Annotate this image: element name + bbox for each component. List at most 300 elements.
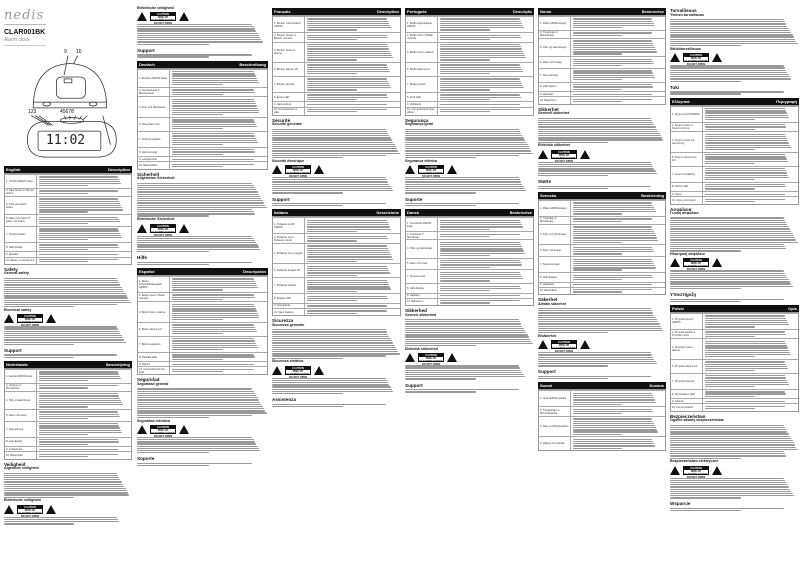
- warning-triangle-icon: [46, 505, 56, 514]
- text-line: [670, 433, 789, 434]
- text-line: [573, 207, 654, 208]
- text-line: [440, 51, 523, 52]
- table-row: [671, 389, 798, 399]
- row-description: [305, 43, 400, 62]
- text-line: [137, 388, 252, 389]
- text-line: [538, 317, 656, 318]
- table-header: [538, 8, 666, 15]
- text-line: [440, 250, 524, 251]
- text-line: [440, 248, 523, 249]
- text-line: [172, 329, 255, 330]
- text-line: [670, 72, 787, 73]
- row-description: [305, 93, 400, 102]
- text-line: [573, 32, 653, 33]
- warning-triangle-icon: [272, 366, 282, 375]
- row-description: [170, 162, 267, 168]
- text-line: [440, 242, 520, 243]
- text-line: [137, 211, 254, 212]
- text-line: [538, 328, 662, 329]
- text-line: [440, 99, 490, 100]
- table-header: [137, 268, 268, 275]
- text-line: [137, 191, 258, 192]
- table-row: [273, 263, 400, 277]
- text-line: [405, 192, 476, 193]
- row-label: 9. Højttaler: [406, 294, 438, 298]
- text-line: [172, 289, 223, 290]
- row-label: 9. Luidspreker: [5, 447, 37, 451]
- text-line: [39, 235, 121, 236]
- text-line: [705, 396, 755, 397]
- text-line: [573, 23, 654, 24]
- caution-title: CAUTION: [419, 354, 443, 357]
- text-line: [705, 188, 755, 189]
- section-heading: Bezpieczeństwo: [670, 413, 706, 419]
- text-line: [137, 213, 255, 214]
- table-row: [5, 383, 131, 391]
- text-line: [307, 67, 388, 68]
- row-label: 8. Pantalla LED: [138, 353, 170, 362]
- section-heading: Sécurité: [272, 117, 291, 123]
- text-line: [440, 48, 522, 49]
- text-line: [405, 319, 519, 320]
- row-label: 1. Pulsante on/off AM/FM: [273, 218, 305, 233]
- section-heading: Støtte: [538, 179, 552, 185]
- text-line: [705, 119, 755, 120]
- text-line: [573, 84, 653, 85]
- text-line: [137, 242, 256, 243]
- text-line: [573, 75, 654, 76]
- paragraph: [137, 435, 268, 454]
- text-line: [573, 72, 654, 73]
- warning-triangle-icon: [4, 505, 14, 514]
- text-line: [573, 205, 654, 206]
- row-label: 10. Batteriefach: [138, 162, 170, 168]
- row-description: [438, 77, 533, 92]
- text-line: [705, 163, 755, 164]
- caution-box: [150, 425, 176, 434]
- row-label: 1. Przycisk wł./wył. AM/FM: [671, 314, 703, 329]
- row-label: 5. Κουμπί αφύπνισης 1/2: [671, 153, 703, 166]
- text-line: [137, 393, 255, 394]
- text-line: [4, 304, 117, 305]
- row-label: 9. Altavoz: [138, 362, 170, 366]
- row-description: [571, 417, 666, 436]
- subsection-heading: Generel sikkerhed: [405, 312, 437, 317]
- text-line: [39, 411, 119, 412]
- table-row: [5, 391, 131, 409]
- row-description: [438, 17, 533, 32]
- text-line: [172, 331, 256, 332]
- paragraph: [538, 184, 666, 190]
- text-line: [440, 302, 490, 303]
- text-line: [440, 300, 520, 301]
- text-line: [272, 203, 386, 204]
- caution-subtext: RISK OF ELECTRIC SHOCK: [552, 344, 576, 351]
- row-label: 5. Przycisk alarmu 1/2: [671, 360, 703, 373]
- text-line: [307, 94, 387, 95]
- text-line: [705, 110, 786, 111]
- text-line: [272, 393, 343, 394]
- text-line: [705, 382, 788, 383]
- text-line: [670, 453, 785, 454]
- text-line: [39, 400, 121, 401]
- text-line: [39, 444, 89, 445]
- text-line: [172, 140, 256, 141]
- row-label: 2. Botón hora 3. Botón minutos: [138, 293, 170, 302]
- table-header: [4, 166, 132, 173]
- warning-triangle-icon: [179, 425, 189, 434]
- row-label: 8. LED display: [5, 243, 37, 252]
- row-label: 7. Snooze-knap: [406, 270, 438, 283]
- text-line: [573, 45, 654, 46]
- text-line: [538, 310, 652, 311]
- row-description: [37, 197, 132, 214]
- row-description: [37, 227, 132, 242]
- description-table: [538, 389, 666, 451]
- text-line: [405, 321, 520, 322]
- text-line: [670, 279, 789, 280]
- row-description: [170, 88, 267, 97]
- text-line: [39, 418, 89, 419]
- text-line: [573, 221, 623, 222]
- text-line: [39, 244, 119, 245]
- text-line: [573, 49, 656, 50]
- caution-label: [137, 223, 268, 233]
- row-description: [37, 384, 132, 391]
- warning-triangle-icon: [712, 258, 722, 267]
- text-line: [307, 272, 390, 273]
- text-line: [172, 359, 223, 360]
- text-line: [538, 122, 653, 123]
- text-line: [172, 80, 257, 81]
- row-description: [37, 410, 132, 421]
- text-line: [538, 131, 658, 132]
- row-description: [571, 69, 666, 82]
- text-line: [405, 177, 519, 178]
- text-line: [705, 401, 785, 402]
- warning-triangle-icon: [405, 353, 415, 362]
- table-row: [406, 107, 533, 115]
- text-line: [307, 48, 389, 49]
- text-line: [573, 65, 623, 66]
- text-line: [137, 198, 261, 199]
- text-line: [172, 124, 255, 125]
- text-line: [573, 61, 654, 62]
- row-description: [170, 353, 267, 362]
- table-header: [405, 209, 534, 216]
- row-description: [703, 390, 798, 399]
- table-row: [5, 196, 131, 214]
- text-line: [272, 334, 388, 335]
- text-line: [405, 135, 522, 136]
- column-1: [4, 6, 132, 525]
- caution-box: [683, 258, 709, 267]
- text-line: [39, 205, 121, 206]
- text-line: [670, 277, 787, 278]
- text-line: [573, 263, 654, 264]
- text-line: [4, 328, 118, 329]
- row-label: 9. Altoparlante: [273, 304, 305, 308]
- table-row: [406, 42, 533, 62]
- text-line: [172, 354, 254, 355]
- table-row: [5, 188, 131, 196]
- text-line: [670, 81, 741, 82]
- row-description: [438, 218, 533, 231]
- text-line: [4, 492, 128, 493]
- caution-label: [137, 11, 268, 21]
- warning-triangle-icon: [580, 340, 590, 349]
- text-line: [670, 270, 784, 271]
- row-label: 9. Høyttaler: [539, 92, 571, 96]
- row-description: [170, 337, 267, 352]
- text-line: [538, 319, 657, 320]
- text-line: [705, 179, 755, 180]
- text-line: [137, 443, 256, 444]
- text-line: [307, 89, 357, 90]
- text-line: [573, 284, 653, 285]
- table-language: Português: [407, 9, 427, 14]
- row-label: 9. Haut-parleur: [273, 102, 305, 106]
- text-line: [440, 64, 520, 65]
- table-language: Italiano: [274, 210, 289, 216]
- text-line: [172, 101, 255, 102]
- row-description: [438, 43, 533, 62]
- text-line: [172, 105, 256, 106]
- text-line: [307, 69, 389, 70]
- text-line: [705, 126, 786, 127]
- paragraph: [670, 423, 799, 459]
- text-line: [573, 237, 657, 238]
- text-line: [137, 37, 260, 38]
- text-line: [307, 224, 389, 225]
- text-line: [137, 399, 259, 400]
- table-row: [406, 258, 533, 270]
- table-row: [138, 117, 267, 131]
- text-line: [272, 179, 387, 180]
- text-line: [538, 186, 651, 187]
- text-line: [307, 280, 387, 281]
- subsection-heading: Algemene veiligheid: [4, 466, 39, 471]
- table-header: [405, 8, 534, 15]
- text-line: [272, 384, 389, 385]
- row-label: 1. Botón encendido/apagado AM/FM: [138, 277, 170, 292]
- text-line: [39, 179, 120, 180]
- row-description: [571, 257, 666, 272]
- text-line: [307, 64, 387, 65]
- text-line: [538, 326, 661, 327]
- text-line: [307, 27, 391, 28]
- text-line: [440, 78, 520, 79]
- text-line: [272, 153, 400, 154]
- row-label: 7. Snooze button: [5, 227, 37, 242]
- table-row: [5, 174, 131, 188]
- text-line: [405, 129, 519, 130]
- text-line: [39, 219, 120, 220]
- text-line: [573, 211, 656, 212]
- text-line: [405, 184, 522, 185]
- text-line: [172, 315, 258, 316]
- text-line: [39, 207, 122, 208]
- table-header: [538, 192, 666, 199]
- text-line: [39, 209, 123, 210]
- text-line: [440, 262, 521, 263]
- paragraph: [272, 376, 401, 395]
- text-line: [4, 300, 129, 301]
- warning-triangle-icon: [272, 165, 282, 174]
- text-line: [538, 376, 651, 377]
- table-row: [539, 224, 665, 244]
- text-line: [39, 416, 120, 417]
- table-row: [5, 451, 131, 458]
- subsection-heading: Elektrische Sicherheit: [137, 217, 175, 222]
- paragraph: [670, 90, 799, 96]
- text-line: [405, 157, 476, 158]
- row-description: [438, 102, 533, 106]
- row-description: [37, 243, 132, 252]
- row-description: [571, 92, 666, 96]
- text-line: [573, 99, 653, 100]
- text-line: [137, 202, 264, 203]
- row-label: 10. Θήκη μπαταριών: [671, 197, 703, 203]
- paragraph: [670, 18, 799, 48]
- row-label: 5. Alarm 1/2-knop: [5, 410, 37, 421]
- text-line: [137, 262, 252, 263]
- warning-triangle-icon: [670, 466, 680, 475]
- text-line: [137, 251, 209, 252]
- warning-triangle-icon: [447, 165, 457, 174]
- table-row: [671, 122, 798, 132]
- caution-box: [551, 340, 577, 349]
- text-line: [705, 156, 786, 157]
- text-line: [573, 63, 654, 64]
- text-line: [573, 77, 655, 78]
- text-line: [705, 361, 785, 362]
- text-line: [307, 39, 357, 40]
- row-label: 5. Hälytys 1/2-painike: [539, 437, 571, 450]
- text-line: [405, 389, 519, 390]
- text-line: [172, 138, 255, 139]
- text-line: [705, 318, 786, 319]
- caution-subtext: RISK OF ELECTRIC SHOCK: [286, 169, 310, 176]
- text-line: [4, 475, 118, 476]
- section-heading: Sikkerhet: [538, 106, 559, 112]
- text-line: [307, 284, 389, 285]
- text-line: [4, 333, 120, 334]
- text-line: [705, 142, 789, 143]
- table-row: [671, 182, 798, 192]
- text-line: [307, 310, 387, 311]
- text-line: [670, 228, 790, 229]
- column-6: [670, 6, 799, 512]
- text-line: [405, 153, 533, 154]
- text-line: [307, 37, 388, 38]
- text-line: [573, 275, 653, 276]
- row-label: 4. Aika- ja hälytyspainike: [539, 417, 571, 436]
- text-line: [405, 341, 531, 342]
- caution-label: [538, 340, 666, 350]
- text-line: [172, 287, 257, 288]
- text-line: [538, 164, 652, 165]
- table-row: [138, 156, 267, 161]
- text-line: [137, 395, 256, 396]
- text-line: [573, 218, 653, 219]
- paragraph: [405, 127, 534, 159]
- table-language: Norsk: [540, 9, 552, 14]
- row-label: 10. Compartiment à piles: [273, 108, 305, 115]
- text-line: [39, 385, 119, 386]
- table-row: [273, 62, 400, 76]
- text-line: [39, 430, 121, 431]
- text-line: [4, 337, 123, 338]
- table-row: [273, 76, 400, 92]
- text-line: [440, 226, 523, 227]
- text-line: [670, 431, 787, 432]
- table-row: [138, 131, 267, 147]
- section-heading: Sikkerhed: [405, 308, 427, 313]
- text-line: [440, 104, 520, 105]
- row-description: [170, 367, 267, 374]
- subsection-heading: Elektrische veiligheid: [4, 498, 41, 503]
- text-line: [440, 46, 521, 47]
- row-description: [571, 283, 666, 287]
- table-row: [671, 338, 798, 358]
- subsection-heading: Bezpieczeństwo elektryczne: [670, 459, 719, 464]
- text-line: [538, 357, 653, 358]
- table-row: [539, 38, 665, 56]
- table-language: Español: [139, 268, 155, 274]
- row-description: [305, 309, 400, 315]
- text-line: [172, 327, 255, 328]
- text-line: [307, 226, 390, 227]
- table-row: [273, 32, 400, 42]
- text-line: [670, 480, 785, 481]
- row-label: 8. Wyświetlacz LED: [671, 390, 703, 399]
- text-line: [573, 439, 653, 440]
- text-line: [705, 326, 755, 327]
- text-line: [405, 374, 524, 375]
- table-row: [138, 366, 267, 374]
- text-line: [307, 222, 388, 223]
- text-line: [137, 207, 267, 208]
- row-label: 10. Komora baterii: [671, 404, 703, 410]
- table-row: [273, 92, 400, 102]
- row-label: 4. Tids- och larmknapp: [539, 225, 571, 244]
- text-line: [4, 354, 117, 355]
- clock-display-time: 11:02: [46, 133, 86, 148]
- section-heading: Turvallisuus: [670, 8, 697, 13]
- text-line: [39, 233, 120, 234]
- table-row: [273, 217, 400, 233]
- text-line: [405, 148, 530, 149]
- table-language: Nederlands: [6, 361, 28, 367]
- text-line: [307, 240, 357, 241]
- text-line: [307, 229, 391, 230]
- text-line: [670, 237, 795, 238]
- section-heading: Hilfe: [137, 255, 147, 261]
- caution-box: [285, 366, 311, 375]
- text-line: [137, 264, 209, 265]
- row-description: [305, 234, 400, 243]
- paragraph: [4, 325, 132, 346]
- row-label: 5. Botón alarma 1/2: [138, 323, 170, 336]
- row-description: [438, 33, 533, 42]
- text-line: [705, 352, 790, 353]
- text-line: [137, 205, 265, 206]
- text-line: [307, 97, 388, 98]
- text-line: [573, 291, 623, 292]
- text-line: [4, 284, 120, 285]
- text-line: [307, 275, 357, 276]
